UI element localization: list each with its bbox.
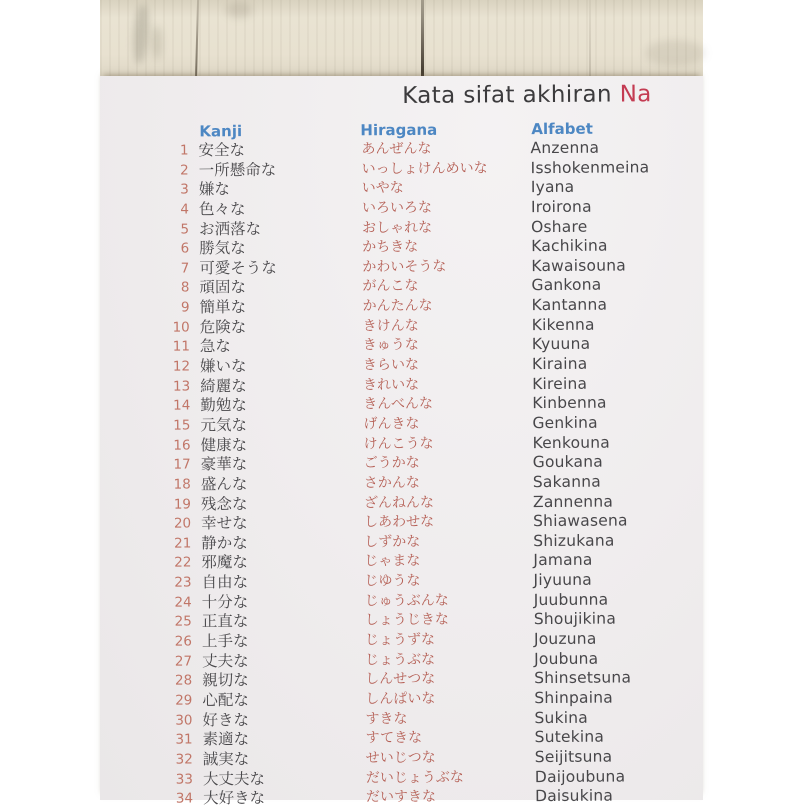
hiragana-cell: きゅうな [362,337,419,354]
hiragana-cell: じょうぶな [365,651,436,668]
kanji-cell: 邪魔な [201,553,248,572]
row-number: 30 [175,712,193,729]
alfabet-cell: Iroirona [530,197,592,217]
kanji-cell: 上手な [201,632,249,651]
row-number: 19 [173,496,192,513]
kanji-cell: 大好きな [202,789,266,808]
column-header-alfabet: Alfabet [531,119,593,139]
kanji-cell: 素適な [202,730,250,749]
hiragana-cell: すてきな [365,730,423,747]
row-number: 11 [172,338,190,356]
kanji-cell: 十分な [201,592,249,612]
kanji-cell: 頑固な [199,278,247,297]
column-header-hiragana: Hiragana [360,120,438,140]
row-number: 34 [175,790,194,807]
row-number: 33 [175,770,193,788]
alfabet-cell: Kantanna [531,295,608,315]
alfabet-cell: Anzenna [530,138,600,158]
alfabet-cell: Daisukina [534,786,614,806]
kanji-cell: 急な [199,337,231,356]
row-number: 15 [173,417,191,434]
row-number: 29 [175,692,193,709]
alfabet-cell: Shizukana [533,531,615,550]
hiragana-cell: じゅうぶんな [364,592,449,610]
hiragana-cell: じゆうな [364,572,421,590]
row-number: 23 [174,574,192,591]
row-number: 17 [173,456,191,473]
kanji-cell: 残念な [200,494,248,513]
alfabet-cell: Genkina [532,413,598,433]
hiragana-cell: けんこうな [363,435,434,452]
page-title-highlight: Na [619,81,652,108]
alfabet-cell: Kawaisouna [531,256,626,275]
row-number: 1 [179,142,189,159]
kanji-cell: 健康な [200,435,248,455]
row-number: 7 [180,260,190,277]
alfabet-cell: Juubunna [533,590,609,609]
hiragana-cell: おしゃれな [362,219,433,236]
row-number: 31 [175,731,193,748]
row-number: 5 [180,221,190,238]
row-number: 18 [173,476,191,493]
hiragana-cell: すきな [365,710,408,727]
alfabet-cell: Sukina [534,708,589,727]
hiragana-cell: かわいそうな [362,258,447,276]
alfabet-cell: Shiawasena [533,511,628,531]
table-row [105,786,708,810]
wood-streak [132,4,150,65]
hiragana-cell: せいじつな [365,749,436,767]
hiragana-cell: がんこな [362,278,419,295]
paper-sheet [100,76,703,808]
hiragana-cell: かんたんな [362,297,433,315]
alfabet-cell: Kachikina [531,236,608,256]
alfabet-cell: Kireina [532,374,588,393]
row-number: 2 [180,162,189,179]
kanji-cell: 盛んな [200,474,248,494]
hiragana-cell: しんせつな [365,671,436,688]
kanji-cell: 丈夫な [202,651,249,671]
hiragana-cell: しょうじきな [364,612,449,629]
row-number: 3 [180,181,189,198]
kanji-cell: 幸せな [201,514,248,533]
kanji-cell: 安全な [198,141,246,160]
alfabet-cell: Gankona [531,276,602,295]
alfabet-cell: Jamana [533,551,593,570]
alfabet-cell: Sutekina [534,727,605,747]
alfabet-cell: Jiyuuna [533,570,593,590]
alfabet-cell: Kyuuna [531,335,591,354]
alfabet-cell: Kenkouna [532,433,611,452]
plank-gap-line [589,0,591,80]
row-number: 21 [174,535,192,552]
kanji-cell: 自由な [201,573,249,592]
kanji-cell: 色々な [198,200,246,219]
column-header-kanji: Kanji [199,122,243,141]
hiragana-cell: だいじょうぶな [365,769,464,786]
vocab-table [100,138,708,810]
page-title-text: Kata sifat akhiran [402,81,620,109]
wood-streak [226,2,252,18]
hiragana-cell: あんぜんな [361,140,432,158]
hiragana-cell: ざんねんな [363,494,435,511]
kanji-cell: 嫌いな [199,357,247,376]
kanji-cell: 勤勉な [200,396,247,415]
hiragana-cell: じゃまな [364,553,421,570]
row-number: 28 [174,672,193,689]
row-number: 32 [175,751,193,768]
kanji-cell: 好きな [202,710,250,729]
row-number: 25 [174,613,192,630]
alfabet-cell: Zannenna [532,492,614,511]
kanji-cell: 一所懸命な [198,160,277,180]
paper-content [100,74,708,808]
hiragana-cell: さかんな [363,474,420,492]
wood-streak [152,26,162,60]
alfabet-cell: Shinpaina [534,688,613,708]
kanji-cell: お洒落な [199,219,262,238]
kanji-cell: 可愛そうな [199,258,277,278]
kanji-cell: 簡単な [199,298,247,317]
kanji-cell: 心配な [202,691,249,710]
hiragana-cell: いっしょけんめいな [361,160,488,177]
alfabet-cell: Jouzuna [533,629,597,649]
kanji-cell: 嫌な [198,180,230,199]
row-number: 8 [180,279,190,297]
alfabet-cell: Shinsetsuna [534,668,632,688]
alfabet-cell: Kinbenna [532,393,607,413]
kanji-cell: 危険な [199,317,247,337]
hiragana-cell: しずかな [364,533,421,551]
wood-streak [645,40,705,66]
hiragana-cell: いろいろな [361,199,432,217]
row-number: 9 [180,299,190,316]
alfabet-cell: Iyana [530,178,575,197]
row-number: 14 [173,397,191,414]
row-number: 6 [180,240,190,257]
alfabet-cell: Daijoubuna [534,766,626,786]
kanji-cell: 勝気な [199,239,246,258]
row-number: 27 [174,653,193,670]
row-number: 4 [180,201,189,218]
hiragana-cell: しんぱいな [365,690,436,708]
alfabet-cell: Kiraina [531,354,588,374]
hiragana-cell: きんべんな [363,396,434,413]
page-title [402,81,652,109]
row-number: 24 [174,594,192,611]
alfabet-cell: Oshare [530,217,588,236]
kanji-cell: 元気な [200,416,248,435]
hiragana-cell: きれいな [363,376,420,393]
alfabet-cell: Shoujikina [533,609,617,629]
kanji-cell: 親切な [202,671,249,690]
hiragana-cell: きらいな [362,356,420,374]
kanji-cell: 大丈夫な [202,769,265,788]
kanji-cell: 正直な [201,612,249,631]
alfabet-cell: Isshokenmeina [530,157,650,177]
hiragana-cell: ごうかな [363,455,420,472]
row-number: 26 [174,633,192,650]
row-number: 20 [173,515,192,532]
kanji-cell: 静かな [201,533,248,553]
hiragana-cell: げんきな [363,415,420,433]
alfabet-cell: Joubuna [534,649,599,668]
kanji-cell: 豪華な [200,455,248,474]
alfabet-cell: Sakanna [532,472,601,491]
row-number: 16 [173,437,191,454]
hiragana-cell: きけんな [362,317,419,335]
row-number: 22 [174,554,192,572]
row-number: 10 [172,319,190,336]
hiragana-cell: じょうずな [364,631,435,649]
plank-gap-line [195,0,199,80]
alfabet-cell: Kikenna [531,315,595,334]
kanji-cell: 誠実な [202,749,250,769]
hiragana-cell: しあわせな [364,513,435,531]
hiragana-cell: だいすきな [365,788,437,806]
column-headers [100,119,703,141]
plank-gap-line [421,0,424,80]
row-number: 13 [172,378,191,395]
kanji-cell: 綺麗な [200,376,247,396]
wood-plank-background [100,0,703,80]
alfabet-cell: Seijitsuna [534,747,613,766]
hiragana-cell: いやな [361,180,404,197]
row-number: 12 [172,358,191,375]
hiragana-cell: かちきな [362,239,419,256]
alfabet-cell: Goukana [532,452,604,472]
